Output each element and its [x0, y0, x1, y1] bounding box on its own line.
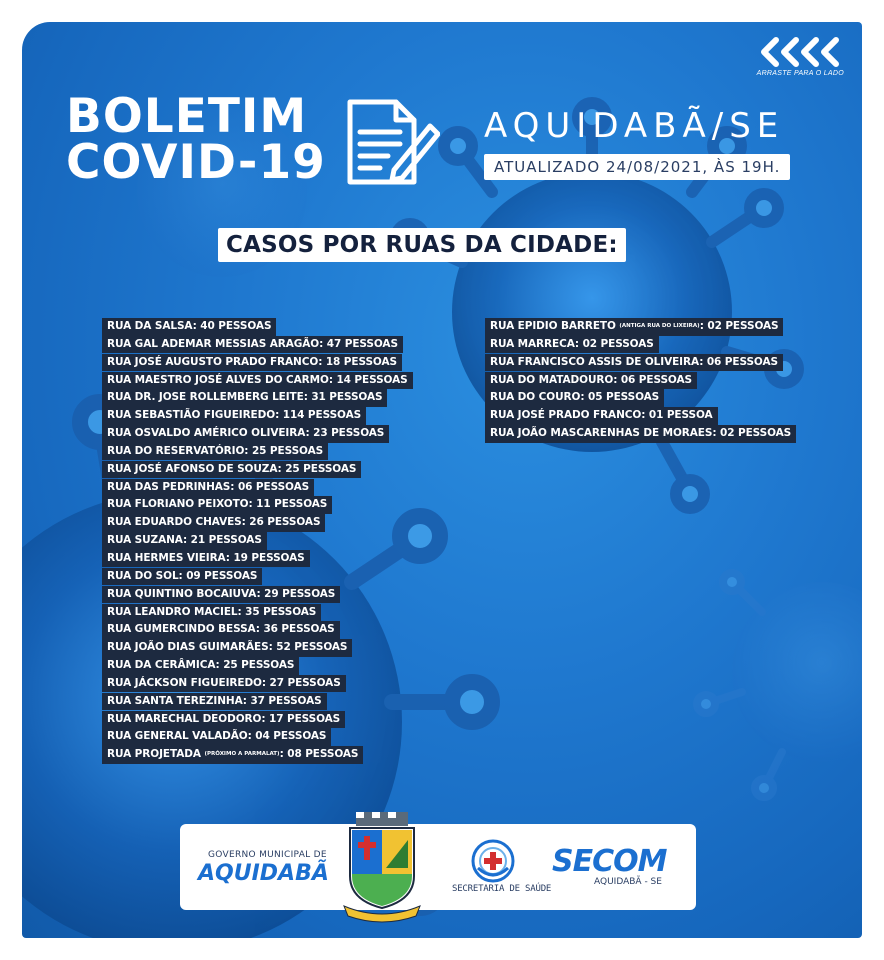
separator: :: [256, 587, 265, 600]
street-row: [102, 550, 310, 568]
separator: :: [712, 427, 720, 440]
street-row: [102, 336, 403, 354]
separator: :: [318, 355, 326, 368]
separator: :: [247, 730, 256, 743]
title-line-2: COVID-19: [66, 135, 326, 190]
case-count: 04 PESSOAS: [255, 730, 327, 743]
street-note: (ANTIGA RUA DO LIXEIRA): [619, 323, 700, 329]
street-row: [485, 372, 697, 390]
street-name: RUA JOSÉ AUGUSTO PRADO FRANCO: [107, 355, 319, 368]
street-row: [102, 461, 361, 479]
case-count: 114 PESSOAS: [282, 409, 362, 422]
gov-name: AQUIDABÃ: [198, 861, 329, 886]
chevrons-left-icon: [758, 36, 844, 68]
updated-timestamp: ATUALIZADO 24/08/2021, ÀS 19H.: [484, 154, 790, 180]
separator: :: [261, 712, 269, 725]
street-row: [102, 407, 366, 425]
health-label: SECRETARIA DE SAÚDE: [452, 884, 552, 894]
street-name: RUA MARECHAL DEODORO: [107, 712, 262, 725]
separator: :: [261, 676, 270, 689]
street-row: [102, 389, 387, 407]
separator: :: [613, 373, 621, 386]
street-row: [102, 372, 413, 390]
separator: :: [328, 373, 337, 386]
street-row: [102, 479, 314, 497]
case-count: 29 PESSOAS: [264, 587, 336, 600]
street-name: RUA DO MATADOURO: [490, 373, 614, 386]
case-count: 25 PESSOAS: [223, 659, 295, 672]
case-count: 26 PESSOAS: [249, 516, 321, 529]
street-name: RUA GAL ADEMAR MESSIAS ARAGÃO: [107, 337, 320, 350]
street-row: [102, 496, 332, 514]
case-count: 05 PESSOAS: [588, 391, 660, 404]
street-name: RUA DA SALSA: [107, 320, 193, 332]
street-row: [485, 318, 783, 336]
street-row: [102, 639, 352, 657]
health-logo-icon: [470, 838, 516, 884]
street-row: [102, 604, 321, 622]
page-title: [66, 89, 326, 190]
separator: :: [305, 427, 314, 440]
document-pencil-icon: [344, 96, 440, 188]
street-name: RUA GENERAL VALADÃO: [107, 730, 248, 743]
case-count: 11 PESSOAS: [256, 498, 328, 511]
separator: :: [241, 516, 250, 529]
crest-icon: [342, 810, 422, 924]
street-row: [485, 336, 659, 354]
streets-list-left: [102, 318, 413, 764]
street-name: RUA GUMERCINDO BESSA: [107, 623, 256, 636]
case-count: 08 PESSOAS: [287, 748, 359, 761]
street-row: [102, 514, 325, 532]
case-count: 06 PESSOAS: [237, 480, 310, 493]
street-name: RUA OSVALDO AMÉRICO OLIVEIRA: [107, 427, 306, 440]
street-row: [102, 657, 299, 675]
separator: :: [225, 551, 234, 564]
street-name: RUA QUINTINO BOCAIUVA: [107, 587, 257, 600]
case-count: 25 PESSOAS: [285, 462, 357, 475]
street-name: RUA DA CERÂMICA: [107, 659, 216, 672]
case-count: 37 PESSOAS: [250, 694, 322, 707]
case-count: 25 PESSOAS: [251, 444, 324, 457]
separator: :: [183, 534, 191, 547]
case-count: 36 PESSOAS: [263, 623, 335, 636]
street-name: RUA HERMES VIEIRA: [107, 551, 226, 564]
street-row: [102, 318, 276, 336]
street-row: [102, 586, 340, 604]
street-row: [485, 389, 664, 407]
secom-subtitle: AQUIDABÃ - SE: [594, 877, 662, 887]
street-row: [102, 621, 340, 639]
separator: :: [279, 748, 288, 761]
street-name: RUA JOSÉ PRADO FRANCO: [490, 409, 642, 422]
section-title: CASOS POR RUAS DA CIDADE:: [218, 228, 626, 262]
separator: :: [230, 480, 238, 493]
street-name: RUA LEANDRO MACIEL: [107, 605, 238, 618]
separator: :: [275, 409, 283, 422]
separator: :: [268, 641, 277, 654]
separator: :: [303, 391, 312, 404]
case-count: 18 PESSOAS: [325, 355, 397, 368]
separator: :: [641, 409, 649, 422]
case-count: 01 PESSOA: [648, 409, 713, 422]
street-row: [485, 425, 796, 443]
case-count: 27 PESSOAS: [269, 676, 341, 689]
street-note: (PRÓXIMO A PARMALAT): [204, 751, 280, 758]
street-name: RUA SANTA TEREZINHA: [107, 694, 243, 707]
swipe-hint: [734, 36, 844, 77]
streets-list-right: [485, 318, 796, 443]
street-name: RUA PROJETADA: [107, 748, 201, 761]
separator: :: [237, 605, 246, 618]
street-name: RUA DO COURO: [490, 391, 581, 404]
street-name: RUA DO SOL: [107, 569, 179, 582]
street-row: [485, 407, 718, 425]
street-name: RUA EPIDIO BARRETO: [490, 320, 616, 332]
separator: :: [699, 320, 708, 332]
street-name: RUA SUZANA: [107, 534, 184, 547]
separator: :: [248, 498, 257, 511]
street-name: RUA FRANCISCO ASSIS DE OLIVEIRA: [490, 355, 700, 368]
case-count: 14 PESSOAS: [336, 373, 408, 386]
street-row: [102, 354, 402, 372]
street-name: RUA JÁCKSON FIGUEIREDO: [107, 676, 262, 689]
street-row: [102, 746, 363, 764]
street-name: RUA DO RESERVATÓRIO: [107, 444, 245, 457]
street-row: [102, 693, 327, 711]
street-name: RUA MARRECA: [490, 337, 575, 350]
case-count: 21 PESSOAS: [190, 534, 262, 547]
separator: :: [215, 659, 224, 672]
case-count: 31 PESSOAS: [311, 391, 383, 404]
street-row: [102, 675, 346, 693]
case-count: 06 PESSOAS: [706, 355, 778, 368]
case-count: 35 PESSOAS: [245, 605, 317, 618]
separator: :: [574, 337, 583, 350]
gov-label: GOVERNO MUNICIPAL DE: [208, 850, 327, 860]
separator: :: [242, 694, 251, 707]
swipe-hint-label: ARRASTE PARA O LADO: [756, 70, 844, 77]
footer-logos: [180, 824, 696, 910]
street-name: RUA JOSÉ AFONSO DE SOUZA: [107, 462, 278, 475]
secom-name: [552, 844, 666, 879]
separator: :: [319, 337, 327, 350]
secom-name-text: SECOM: [552, 844, 667, 879]
case-count: 02 PESSOAS: [707, 320, 779, 332]
case-count: 19 PESSOAS: [233, 551, 305, 564]
city-name: AQUIDABÃ/SE: [484, 106, 785, 146]
street-name: RUA DR. JOSE ROLLEMBERG LEITE: [107, 391, 304, 404]
street-name: RUA SEBASTIÃO FIGUEIREDO: [107, 409, 276, 422]
separator: :: [699, 355, 707, 368]
street-name: RUA EDUARDO CHAVES: [107, 516, 242, 529]
case-count: 06 PESSOAS: [620, 373, 692, 386]
street-row: [102, 443, 328, 461]
separator: :: [244, 444, 252, 457]
street-row: [102, 568, 262, 586]
case-count: 40 PESSOAS: [200, 320, 272, 332]
street-row: [102, 425, 389, 443]
case-count: 09 PESSOAS: [186, 569, 258, 582]
separator: :: [580, 391, 588, 404]
case-count: 17 PESSOAS: [269, 712, 341, 725]
street-name: RUA JOÃO MASCARENHAS DE MORAES: [490, 427, 713, 440]
case-count: 02 PESSOAS: [582, 337, 654, 350]
case-count: 52 PESSOAS: [276, 641, 348, 654]
street-name: RUA JOÃO DIAS GUIMARÃES: [107, 641, 269, 654]
street-row: [485, 354, 783, 372]
case-count: 47 PESSOAS: [326, 337, 398, 350]
street-row: [102, 711, 345, 729]
street-row: [102, 728, 331, 746]
separator: :: [277, 462, 286, 475]
separator: :: [178, 569, 187, 582]
title-line-1: BOLETIM: [66, 89, 308, 144]
separator: :: [192, 320, 201, 332]
street-name: RUA DAS PEDRINHAS: [107, 480, 231, 493]
case-count: 02 PESSOAS: [720, 427, 792, 440]
separator: :: [255, 623, 264, 636]
bulletin-card: [22, 22, 862, 938]
case-count: 23 PESSOAS: [313, 427, 385, 440]
street-row: [102, 532, 267, 550]
street-name: RUA MAESTRO JOSÉ ALVES DO CARMO: [107, 373, 329, 386]
street-name: RUA FLORIANO PEIXOTO: [107, 498, 249, 511]
